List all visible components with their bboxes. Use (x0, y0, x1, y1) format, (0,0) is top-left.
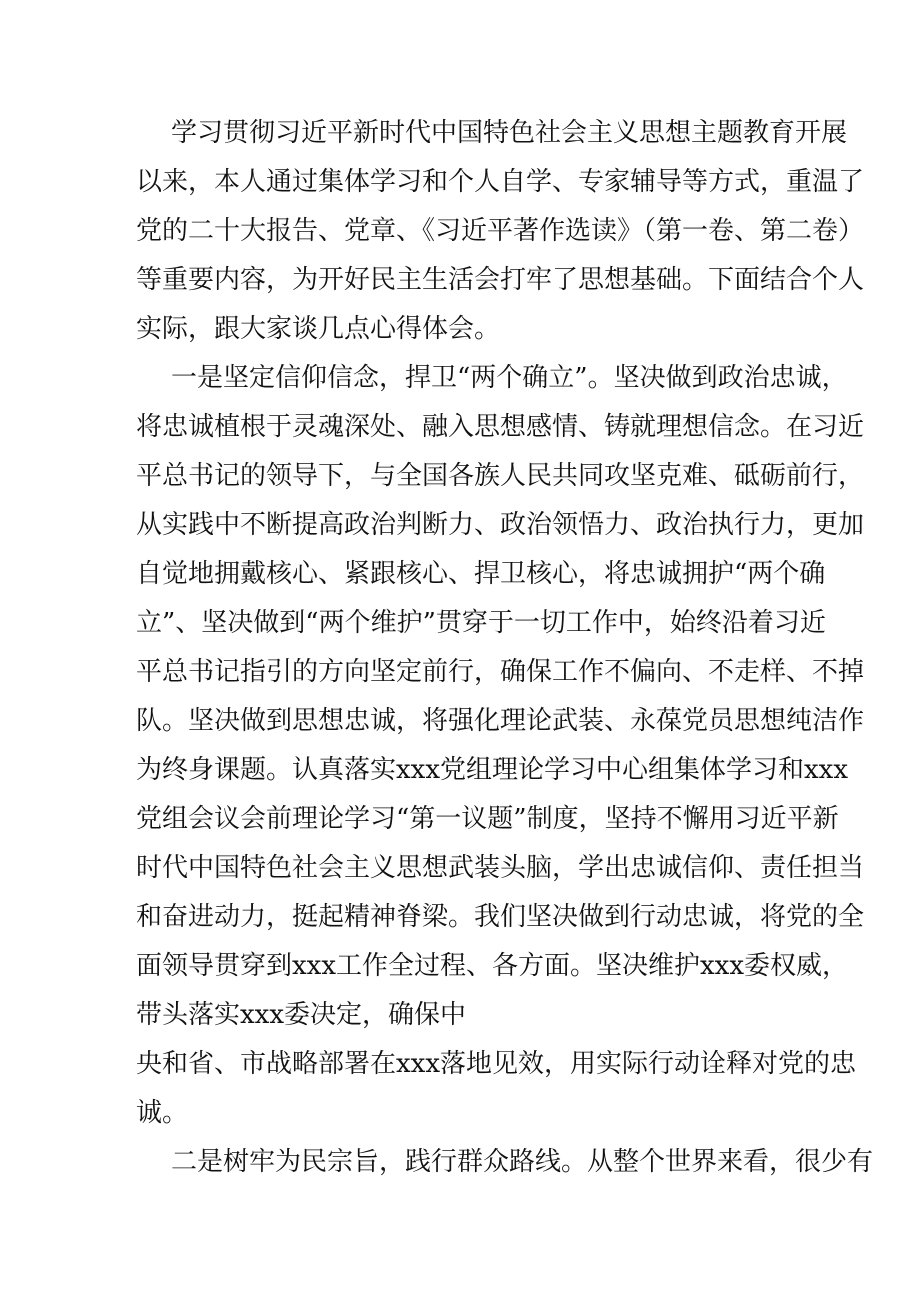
paragraph-1-line-4: 等重要内容，为开好民主生活会打牢了思想基础。下面结合个人 (136, 265, 865, 295)
paragraph-1-line-2: 以来，本人通过集体学习和个人自学、专家辅导等方式，重温了 (136, 167, 865, 197)
paragraph-1-line-5: 实际，跟大家谈几点心得体会。 (136, 314, 501, 344)
paragraph-2-line-13: 面领导贯穿到xxx工作全过程、各方面。坚决维护xxx委权威， (136, 951, 848, 981)
paragraph-2-line-2: 将忠诚植根于灵魂深处、融入思想感情、铸就理想信念。在习近 (136, 412, 865, 442)
paragraph-2-line-8: 队。坚决做到思想忠诚，将强化理论武装、永葆党员思想纯洁作 (136, 706, 865, 736)
paragraph-2-line-16: 诚。 (136, 1098, 189, 1128)
paragraph-2-line-10: 党组会议会前理论学习“第一议题”制度，坚持不懈用习近平新 (136, 804, 839, 834)
paragraph-2-line-12: 和奋进动力，挺起精神脊梁。我们坚决做到行动忠诚，将党的全 (136, 902, 865, 932)
paragraph-2-line-14: 带头落实xxx委决定，确保中 (136, 1000, 466, 1030)
paragraph-2-line-15: 央和省、市战略部署在xxx落地见效，用实际行动诠释对党的忠 (136, 1049, 856, 1079)
paragraph-2-line-11: 时代中国特色社会主义思想武装头脑，学出忠诚信仰、责任担当 (136, 853, 865, 883)
paragraph-2-line-5: 自觉地拥戴核心、紧跟核心、捍卫核心，将忠诚拥护“两个确 (136, 559, 826, 589)
paragraph-1-line-1: 学习贯彻习近平新时代中国特色社会主义思想主题教育开展 (171, 118, 848, 148)
paragraph-2-line-4: 从实践中不断提高政治判断力、政治领悟力、政治执行力，更加 (136, 510, 865, 540)
paragraph-2-line-1: 一是坚定信仰信念，捍卫“两个确立”。坚决做到政治忠诚， (171, 363, 848, 393)
paragraph-2-line-9: 为终身课题。认真落实xxx党组理论学习中心组集体学习和xxx (136, 755, 848, 785)
paragraph-1-line-3: 党的二十大报告、党章、《习近平著作选读》（第一卷、第二卷） (136, 216, 865, 246)
paragraph-2-line-3: 平总书记的领导下，与全国各族人民共同攻坚克难、砥砺前行， (136, 461, 865, 491)
paragraph-2-line-7: 平总书记指引的方向坚定前行，确保工作不偏向、不走样、不掉 (136, 657, 865, 687)
paragraph-2-line-6: 立”、坚决做到“两个维护”贯穿于一切工作中，始终沿着习近 (136, 608, 826, 638)
paragraph-3-line-1: 二是树牢为民宗旨，践行群众路线。从整个世界来看，很少有 (171, 1147, 874, 1177)
